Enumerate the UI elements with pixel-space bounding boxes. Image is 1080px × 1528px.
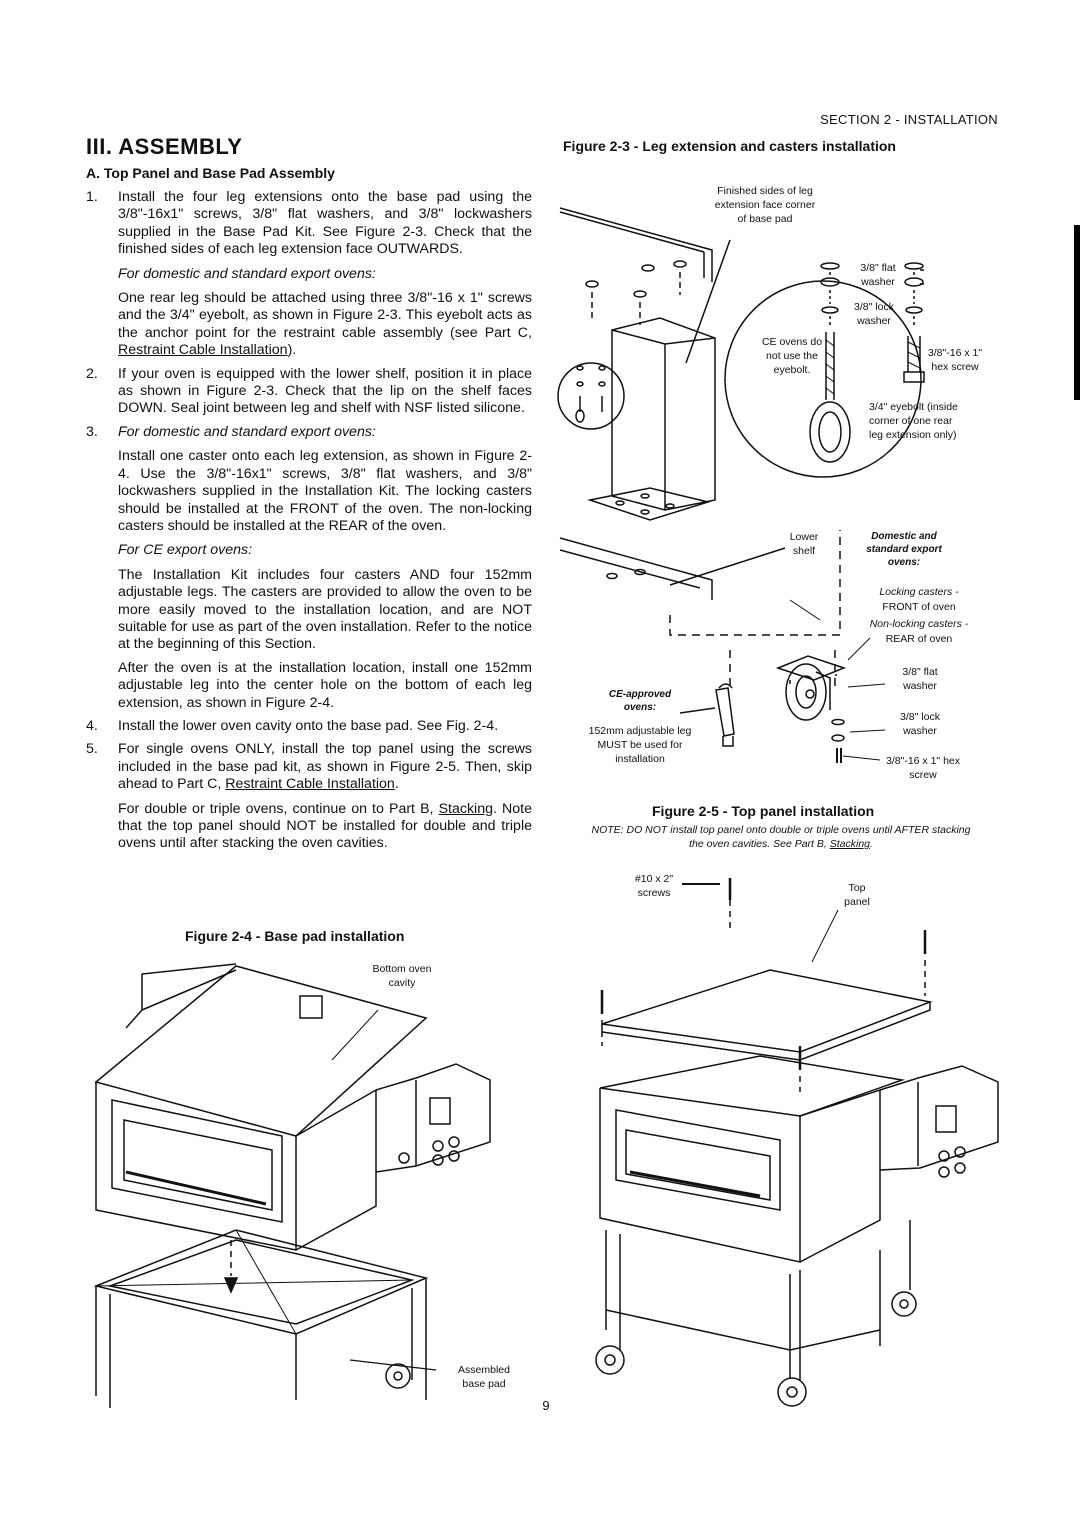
figure-2-5-note	[586, 823, 976, 851]
step-1-eyebolt-para	[86, 290, 532, 360]
label-lock-washer: 3/8" lock washer	[854, 301, 894, 327]
step-5-stacking-para	[86, 801, 532, 853]
step-3-ce-heading: For CE export ovens:	[118, 542, 253, 559]
label-bottom-oven: Bottom oven cavity	[372, 963, 432, 989]
step-1-eyebolt-text-b: ).	[287, 342, 297, 359]
step-3-after-para: After the oven is at the installation location, install one 152mm adjustable leg into the center hole on the bottom of each leg extension, as shown in Figure 2-4.	[118, 659, 532, 711]
page-title: III. ASSEMBLY	[86, 134, 243, 159]
step-1	[86, 189, 532, 259]
label-flat-washer: 3/8" flat washer	[860, 262, 896, 288]
page-number: 9	[542, 1398, 550, 1413]
step-2-number: 2.	[86, 365, 98, 382]
label-eyebolt: 3/4" eyebolt (inside corner of one rear leg extension only)	[869, 401, 958, 441]
step-1-domestic-heading: For domestic and standard export ovens:	[118, 265, 376, 282]
label-hex-screw-2: 3/8"-16 x 1" hex screw	[886, 755, 960, 781]
label-front-of-oven: FRONT of oven	[882, 601, 956, 613]
step-5-text-b: .	[394, 776, 399, 793]
label-finished-sides: Finished sides of leg extension face corner of base pad	[714, 185, 816, 225]
figure-2-5-note-text-b: .	[870, 838, 873, 850]
label-assembled-base-pad: Assembled base pad	[458, 1364, 510, 1390]
step-4-text: Install the lower oven cavity onto the base pad. See Fig. 2-4.	[118, 717, 499, 734]
figure-2-5-note-text-a: NOTE: DO NOT install top panel onto double or triple ovens until AFTER stacking the oven cavities. See Part B,	[591, 824, 971, 850]
left-column	[86, 189, 532, 853]
step-4-number: 4.	[86, 717, 98, 734]
figure-2-4-drawing	[86, 960, 506, 1408]
label-non-locking-casters: Non-locking casters -	[869, 618, 969, 630]
step-2-text: If your oven is equipped with the lower shelf, position it in place as shown in Figure 2-3. Check that the lip on the shelf faces DOWN. Seal joint between leg and shelf with NSF listed silicone.	[118, 365, 532, 417]
label-ce-ovens: CE ovens do not use the eyebolt.	[761, 336, 823, 376]
label-screws: #10 x 2" screws	[634, 873, 674, 899]
label-rear-of-oven: REAR of oven	[885, 633, 953, 645]
step-1-eyebolt-text-a: One rear leg should be attached using three 3/8"-16 x 1" screws and the 3/4" eyebolt, as shown in Figure 2-3. This eyebolt acts as the anchor point for the restraint cable assembly (see Part C,	[118, 290, 532, 341]
step-4	[86, 718, 532, 735]
restraint-cable-link[interactable]: Restraint Cable Installation	[118, 342, 288, 359]
step-5-number: 5.	[86, 741, 98, 758]
step-2	[86, 366, 532, 418]
label-domestic: Domestic and standard export ovens:	[866, 531, 942, 568]
step-3-domestic-heading: For domestic and standard export ovens:	[118, 423, 376, 440]
label-locking-casters: Locking casters -	[879, 586, 959, 598]
figure-2-5-caption: Figure 2-5 - Top panel installation	[652, 803, 875, 819]
step-3-number: 3.	[86, 423, 98, 440]
section-tab-marker	[1074, 225, 1080, 400]
step-1-text: Install the four leg extensions onto the base pad using the 3/8"-16x1" screws, 3/8" flat washers, and 3/8" lockwashers supplied in the Base Pad Kit. See Figure 2-3. Check that the finished sides of each leg extension face OUTWARDS.	[118, 189, 532, 258]
step-3-text: Install one caster onto each leg extension, as shown in Figure 2-4. Use the 3/8"-16x1" screws, 3/8" flat washers, and 3/8" lockwashers supplied in the Installation Kit. The locking casters should be installed at the FRONT of the oven. The non-locking casters should be installed at the REAR of the oven.	[118, 448, 532, 534]
step-5	[86, 741, 532, 793]
label-lock-washer-2: 3/8" lock washer	[900, 711, 940, 737]
figure-2-4-caption: Figure 2-4 - Base pad installation	[185, 928, 405, 944]
label-adjustable-leg: 152mm adjustable leg MUST be used for installation	[588, 725, 692, 765]
label-hex-screw: 3/8"-16 x 1" hex screw	[927, 347, 983, 373]
step-3-ce-para: The Installation Kit includes four casters AND four 152mm adjustable legs. The casters are provided to allow the oven to be more easily moved to the installation location, and are NOT suitable for use as part of the oven installation. Refer to the notice at the beginning of this Section.	[118, 566, 532, 653]
step-5-p2-text-a: For double or triple ovens, continue on to Part B,	[118, 800, 439, 817]
label-ce-approved: CE-approved ovens:	[608, 689, 672, 713]
stacking-link-2[interactable]: Stacking	[829, 838, 871, 850]
step-5-p2-text-b: . Note that the top panel should NOT be installed for double and triple ovens until after stacking the oven cavities.	[118, 800, 532, 852]
step-1-number: 1.	[86, 189, 98, 205]
stacking-link[interactable]: Stacking	[438, 800, 493, 817]
section-header: SECTION 2 - INSTALLATION	[820, 112, 998, 127]
subsection-title: A. Top Panel and Base Pad Assembly	[86, 165, 335, 181]
step-5-text-a: For single ovens ONLY, install the top panel using the screws included in the base pad kit, as shown in Figure 2-5. Then, skip ahead to Part C,	[118, 741, 532, 793]
label-top-panel: Top panel	[844, 882, 870, 908]
label-flat-washer-2: 3/8" flat washer	[902, 666, 938, 692]
label-lower-shelf: Lower shelf	[789, 531, 819, 557]
restraint-cable-link-2[interactable]: Restraint Cable Installation	[225, 776, 395, 793]
step-3-heading	[86, 424, 532, 441]
figure-2-5-drawing	[580, 870, 1000, 1410]
figure-2-3-caption: Figure 2-3 - Leg extension and casters installation	[563, 138, 896, 154]
